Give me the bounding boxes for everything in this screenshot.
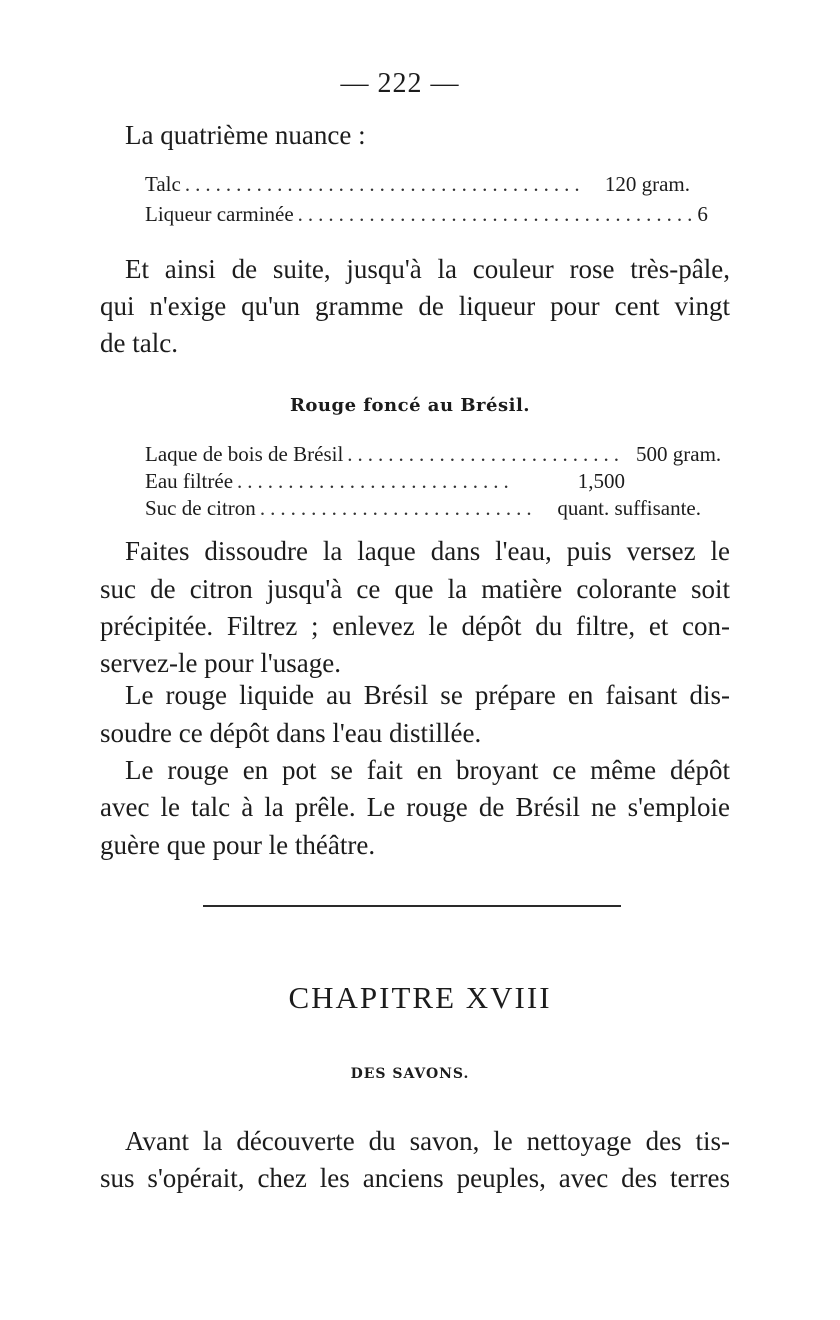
text-line: suc de citron jusqu'à ce que la matière colorante soit	[100, 574, 730, 604]
ingredient-name: Suc de citron	[145, 496, 256, 520]
chapter-subtitle: DES SAVONS.	[350, 1066, 470, 1082]
text-line: servez-le pour l'usage.	[100, 648, 342, 678]
text-line: soudre ce dépôt dans l'eau distillée.	[100, 718, 482, 748]
intro-line: La quatrième nuance :	[125, 120, 366, 150]
ingredient-quantity: 6	[697, 202, 708, 226]
ingredient-name: Liqueur carminée	[145, 202, 294, 226]
dot-leader: .......................................	[297, 202, 698, 226]
ingredient-quantity: 1,500	[577, 469, 625, 493]
ingredient-name: Eau filtrée	[145, 469, 234, 493]
recipe-row	[145, 496, 701, 521]
dot-leader: ...........................	[347, 442, 625, 466]
text-line: Faites dissoudre la laque dans l'eau, puis versez le	[125, 536, 730, 566]
ingredient-quantity: quant. suffisante.	[557, 496, 701, 520]
recipe-row	[145, 172, 690, 197]
recipe-row	[145, 202, 708, 227]
text-line: avec le talc à la prêle. Le rouge de Brésil ne s'emploie	[100, 792, 730, 822]
section-heading: Rouge foncé au Brésil.	[289, 395, 531, 416]
recipe-row	[145, 469, 625, 494]
text-line: Le rouge en pot se fait en broyant ce même dépôt	[125, 755, 730, 785]
ingredient-name: Laque de bois de Brésil	[145, 442, 344, 466]
page-number: — 222 —	[340, 68, 460, 99]
dot-leader: .......................................	[184, 172, 585, 196]
ingredient-name: Talc	[145, 172, 181, 196]
dot-leader: ...........................	[237, 469, 514, 493]
ingredient-quantity: 500 gram.	[636, 442, 722, 466]
dot-leader: ...........................	[259, 496, 537, 520]
text-line: précipitée. Filtrez ; enlevez le dépôt du filtre, et con-	[100, 611, 730, 641]
text-line: de talc.	[100, 328, 178, 358]
text-line: Le rouge liquide au Brésil se prépare en faisant dis-	[125, 680, 730, 710]
chapter-title: CHAPITRE XVIII	[288, 980, 552, 1015]
text-line: sus s'opérait, chez les anciens peuples, avec des terres	[100, 1163, 730, 1193]
text-line: Avant la découverte du savon, le nettoyage des tis-	[125, 1126, 730, 1156]
section-divider	[203, 905, 621, 907]
ingredient-quantity: 120 gram.	[604, 172, 690, 196]
text-line: Et ainsi de suite, jusqu'à la couleur rose très-pâle,	[125, 254, 730, 284]
recipe-row	[145, 442, 722, 467]
text-line: qui n'exige qu'un gramme de liqueur pour cent vingt	[100, 291, 730, 321]
text-line: guère que pour le théâtre.	[100, 830, 376, 860]
